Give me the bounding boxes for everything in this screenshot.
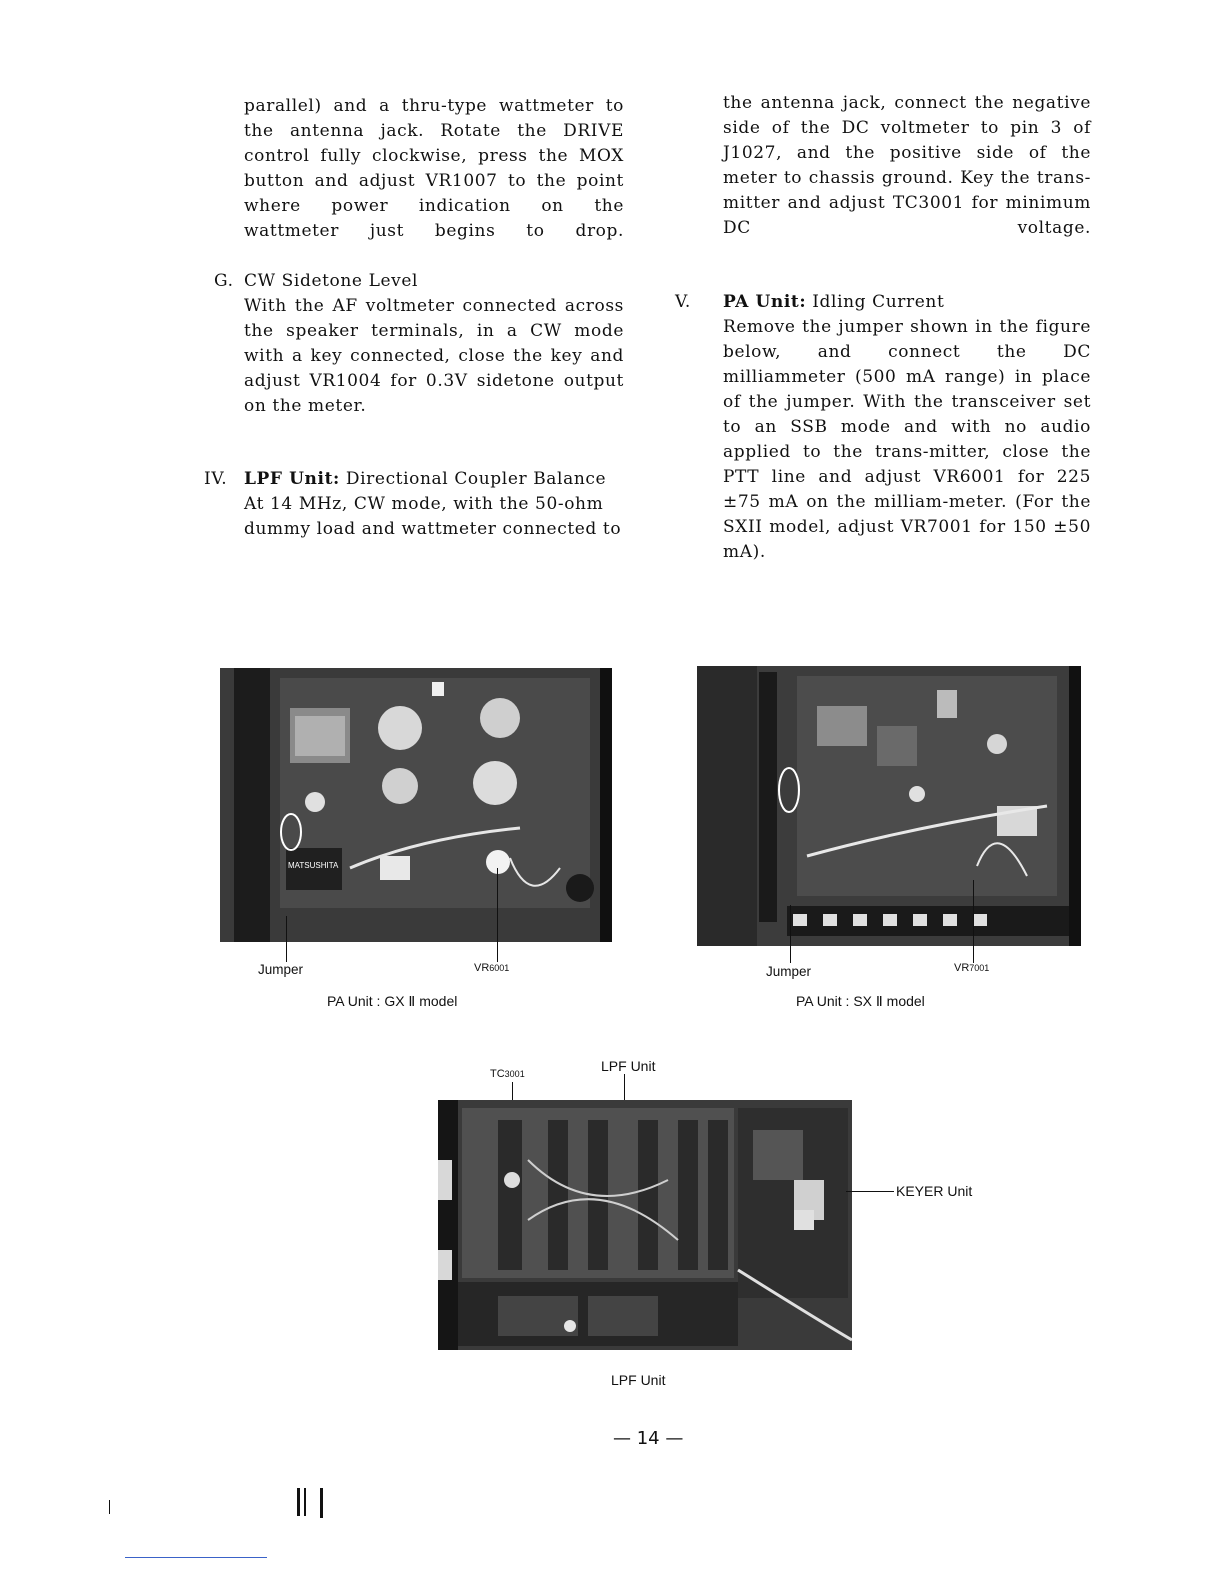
section-iv-heading-bold: LPF Unit: <box>244 469 340 489</box>
gx-jumper-label: Jumper <box>258 962 304 977</box>
scan-mark <box>320 1488 323 1518</box>
gx-vr-sub: 6001 <box>489 963 510 973</box>
scan-mark <box>297 1488 300 1516</box>
sx-vr-sub: 7001 <box>969 963 990 973</box>
section-iv-heading-rest: Directional Coupler Balance <box>339 469 607 489</box>
right-top-paragraph: the antenna jack, connect the negative side of the DC voltmeter to pin 3 of J1027, and the positive side of the meter to chassis ground. Key the trans-mitter and adjust TC3001 for minimum DC voltage. <box>723 93 1091 238</box>
section-g-heading: CW Sidetone Level <box>244 271 419 291</box>
sx-vr-leader <box>973 880 974 963</box>
sx-jumper-label: Jumper <box>766 964 812 979</box>
scan-mark <box>109 1500 110 1514</box>
section-v-heading <box>723 290 944 315</box>
page-number: — 14 — <box>613 1428 684 1449</box>
lpf-unit-photo <box>438 1100 852 1350</box>
gx-jumper-leader <box>286 916 287 962</box>
section-iv-body: At 14 MHz, CW mode, with the 50-ohm dummy load and wattmeter connected to <box>244 494 622 539</box>
left-top-paragraph: parallel) and a thru-type wattmeter to the antenna jack. Rotate the DRIVE control fully clockwise, press the MOX button and adjust VR1007 to the point where power indication on the wattmeter just begins to drop. <box>244 96 624 241</box>
sx-vr-label <box>954 962 989 974</box>
tc-sub: 3001 <box>504 1069 525 1079</box>
lpf-bottom-label: LPF Unit <box>611 1372 666 1388</box>
sx-vr-prefix: VR <box>954 962 970 974</box>
section-g-body: With the AF voltmeter connected across the speaker terminals, in a CW mode with a key connected, close the key and adjust VR1004 for 0.3V sidetone output on the meter. <box>244 296 624 416</box>
scan-line <box>125 1557 267 1558</box>
section-v-heading-rest: Idling Current <box>806 292 945 312</box>
tc-prefix: TC <box>490 1068 505 1080</box>
section-iv-heading <box>244 467 606 492</box>
section-v-body: Remove the jumper shown in the figure below, and connect the DC milliammeter (500 mA range) in place of the jumper. With the transceiver set to an SSB mode and with no audio applied to the trans-mitter, close the PTT line and adjust VR6001 for 225 ±75 mA on the milliam-meter. (For the SXII model, adjust VR7001 for 150 ±50 mA). <box>723 317 1091 562</box>
scan-mark <box>304 1488 306 1516</box>
sx-caption: PA Unit : SX Ⅱ model <box>796 993 925 1009</box>
sx-jumper-leader <box>790 905 791 963</box>
lpf-top-label: LPF Unit <box>601 1058 656 1074</box>
gx-vr-label <box>474 962 509 974</box>
section-iv-marker: IV. <box>204 469 228 489</box>
section-v-marker: V. <box>675 292 691 312</box>
gx-vr-leader <box>497 868 498 962</box>
section-v-heading-bold: PA Unit: <box>723 292 807 312</box>
pa-unit-sx-photo <box>697 666 1081 946</box>
keyer-label: KEYER Unit <box>896 1183 973 1199</box>
section-g-marker: G. <box>214 271 234 291</box>
gx-vr-prefix: VR <box>474 962 490 974</box>
pa-unit-gx-photo <box>220 668 612 942</box>
gx-caption: PA Unit : GX Ⅱ model <box>327 993 458 1009</box>
tc-label <box>490 1068 525 1080</box>
pcb-marking-text: MATSUSHITA <box>288 861 339 870</box>
keyer-leader <box>846 1191 894 1192</box>
